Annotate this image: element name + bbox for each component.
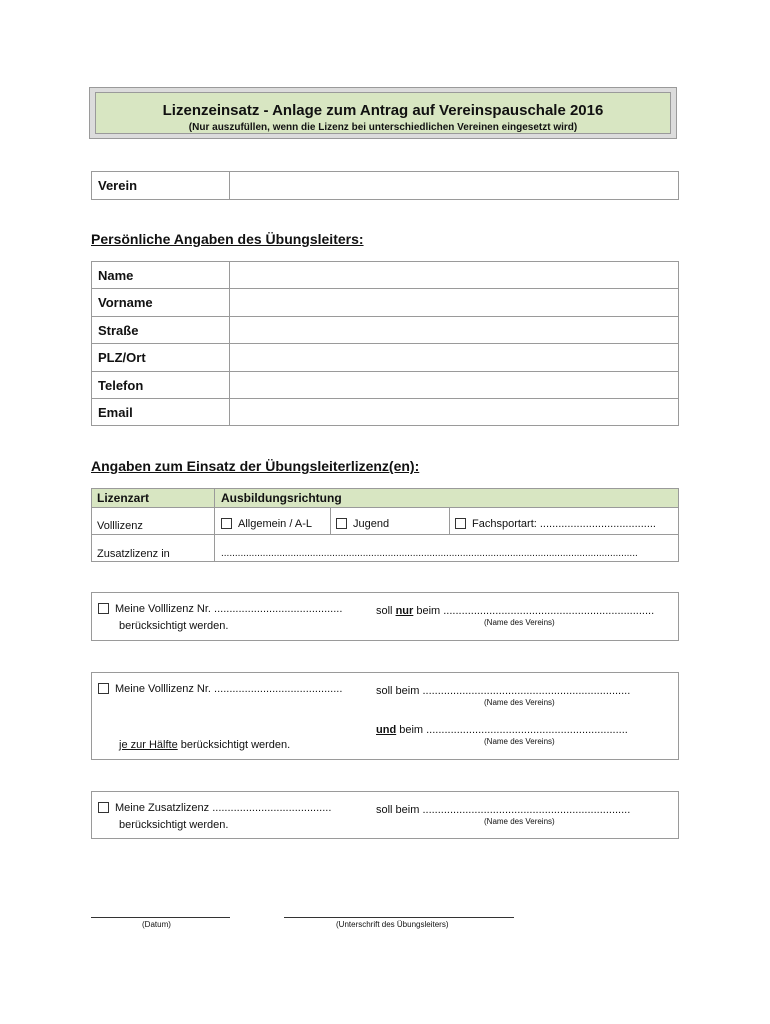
box3-line1a-text: Meine Zusatzlizenz ....................................... xyxy=(115,802,332,814)
box2-je-zur-haelfte: je zur Hälfte xyxy=(119,739,178,751)
personal-heading: Persönliche Angaben des Übungsleiters: xyxy=(91,231,364,247)
option-allgemein[interactable] xyxy=(221,518,312,530)
option-divider-2 xyxy=(449,507,450,534)
zusatzlizenz-label: Zusatzlizenz in xyxy=(97,548,170,560)
title-panel xyxy=(95,92,671,134)
page-title: Lizenzeinsatz - Anlage zum Antrag auf Vereinspauschale 2016 xyxy=(162,102,604,119)
volllizenz-label: Volllizenz xyxy=(97,520,143,532)
license-row-divider xyxy=(92,534,678,535)
box1-checkbox[interactable] xyxy=(98,603,109,614)
vorname-label: Vorname xyxy=(92,289,230,317)
option-box-2 xyxy=(91,672,679,760)
license-col-ausbildung: Ausbildungsrichtung xyxy=(221,491,342,505)
telefon-label: Telefon xyxy=(92,372,230,399)
box1-line1b xyxy=(376,605,654,617)
box2-line3 xyxy=(119,739,290,751)
box2-line1a-text: Meine Volllizenz Nr. .......................................... xyxy=(115,683,343,695)
box1-nur: nur xyxy=(395,605,414,617)
personal-row-plz xyxy=(92,344,679,372)
checkbox-allgemein[interactable] xyxy=(221,518,232,529)
strasse-field[interactable] xyxy=(230,317,679,344)
box1-line1a[interactable] xyxy=(98,603,342,615)
personal-table xyxy=(91,261,679,426)
box3-checkbox[interactable] xyxy=(98,802,109,813)
checkbox-fachsportart[interactable] xyxy=(455,518,466,529)
box2-line1b: soll beim .................................................................... xyxy=(376,685,631,697)
box1-caption: (Name des Vereins) xyxy=(484,618,555,627)
zusatzlizenz-field[interactable]: ...................................................................................................................................................... xyxy=(221,548,638,559)
box2-caption2: (Name des Vereins) xyxy=(484,737,555,746)
personal-row-email xyxy=(92,399,679,426)
option-fachsportart-label: Fachsportart: ...................................... xyxy=(472,518,656,530)
option-divider-1 xyxy=(330,507,331,534)
box2-line2-beim: beim .................................................................. xyxy=(396,724,628,736)
email-field[interactable] xyxy=(230,399,679,426)
box2-checkbox[interactable] xyxy=(98,683,109,694)
name-label: Name xyxy=(92,262,230,289)
personal-row-strasse xyxy=(92,317,679,344)
vorname-field[interactable] xyxy=(230,289,679,317)
page-subtitle: (Nur auszufüllen, wenn die Lizenz bei unterschiedlichen Vereinen eingesetzt wird) xyxy=(188,122,578,133)
verein-field[interactable] xyxy=(230,172,679,200)
personal-row-name xyxy=(92,262,679,289)
box2-caption1: (Name des Vereins) xyxy=(484,698,555,707)
option-jugend-label: Jugend xyxy=(353,518,390,530)
box1-line1a-text: Meine Volllizenz Nr. .......................................... xyxy=(115,603,343,615)
box1-line2: berücksichtigt werden. xyxy=(119,620,229,632)
checkbox-jugend[interactable] xyxy=(336,518,347,529)
date-caption: (Datum) xyxy=(142,920,171,929)
strasse-label: Straße xyxy=(92,317,230,344)
option-allgemein-label: Allgemein / A-L xyxy=(238,518,312,530)
option-fachsportart[interactable] xyxy=(455,518,656,530)
box3-caption: (Name des Vereins) xyxy=(484,817,555,826)
option-jugend[interactable] xyxy=(336,518,389,530)
license-col-divider xyxy=(214,489,215,562)
license-heading: Angaben zum Einsatz der Übungsleiterlizenz(en): xyxy=(91,458,420,474)
email-label: Email xyxy=(92,399,230,426)
box2-line2 xyxy=(376,724,628,736)
name-field[interactable] xyxy=(230,262,679,289)
box2-line1a[interactable] xyxy=(98,683,342,695)
box1-soll: soll xyxy=(376,605,396,617)
date-line[interactable] xyxy=(91,917,230,918)
plz-label: PLZ/Ort xyxy=(92,344,230,372)
verein-label: Verein xyxy=(92,172,230,200)
license-table-header xyxy=(92,489,678,508)
license-table xyxy=(91,488,679,562)
box2-line3-rest: berücksichtigt werden. xyxy=(177,739,291,751)
box3-line1a[interactable] xyxy=(98,802,331,814)
signature-caption: (Unterschrift des Übungsleiters) xyxy=(336,920,449,929)
option-box-3 xyxy=(91,791,679,839)
personal-row-vorname xyxy=(92,289,679,317)
option-box-1 xyxy=(91,592,679,641)
box3-line1b: soll beim .................................................................... xyxy=(376,804,631,816)
signature-line[interactable] xyxy=(284,917,514,918)
box2-und: und xyxy=(376,724,397,736)
license-col-lizenzart: Lizenzart xyxy=(97,491,150,505)
telefon-field[interactable] xyxy=(230,372,679,399)
title-box xyxy=(89,87,677,139)
personal-row-telefon xyxy=(92,372,679,399)
box1-beim: beim ..................................................................... xyxy=(413,605,655,617)
verein-table xyxy=(91,171,679,200)
box3-line2: berücksichtigt werden. xyxy=(119,819,229,831)
plz-field[interactable] xyxy=(230,344,679,372)
